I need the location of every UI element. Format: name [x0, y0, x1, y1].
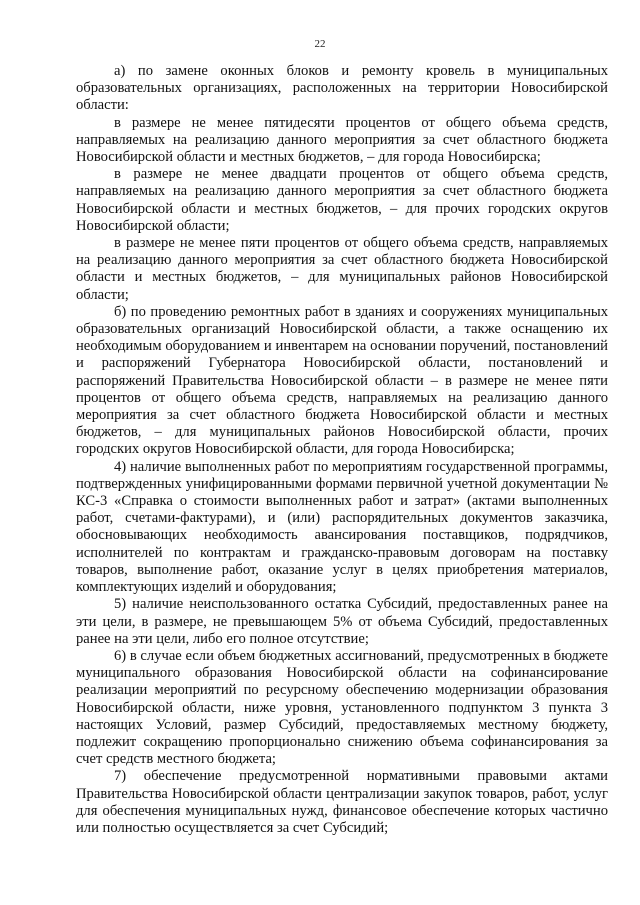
paragraph-a-window-roof-repair: а) по замене оконных блоков и ремонту кровель в муниципальных образовательных организациях, расположенных на территории Новосибирской области:	[76, 63, 608, 114]
paragraph-7-centralized-procurement: 7) обеспечение предусмотренной нормативными правовыми актами Правительства Новосибирской области централизации закупок товаров, работ, услуг для обеспечения муниципальных нужд, финансовое обеспечение которых частично или полностью осуществляется за счет Субсидий;	[76, 768, 608, 836]
paragraph-other-urban-districts-share: в размере не менее двадцати процентов от общего объема средств, направляемых на реализацию данного мероприятия за счет областного бюджета Новосибирской области и местных бюджетов, – для прочих городских округов Новосибирской области;	[76, 166, 608, 234]
paragraph-novosibirsk-city-share: в размере не менее пятидесяти процентов от общего объема средств, направляемых на реализацию данного мероприятия за счет областного бюджета Новосибирской области и местных бюджетов, – для города Новосибирска;	[76, 114, 608, 166]
document-body	[76, 63, 608, 837]
page-number: 22	[314, 38, 326, 50]
paragraph-b-repair-works: б) по проведению ремонтных работ в зданиях и сооружениях муниципальных образовательных организаций Новосибирской области, а также оснащению их необходимым оборудованием и инвентарем на основании поручений, постановлений и распоряжений Губернатора Новосибирской области, постановлений и распоряжений Правительства Новосибирской области – в размере не менее пяти процентов от общего объема средств, направляемых на реализацию данного мероприятия за счет областного бюджета Новосибирской области и местных бюджетов, – для муниципальных районов Новосибирской области, прочих городских округов Новосибирской области, для города Новосибирска;	[76, 303, 608, 458]
paragraph-5-unused-balance: 5) наличие неиспользованного остатка Субсидий, предоставленных ранее на эти цели, в размере, не превышающем 5% от объема Субсидий, предоставленных ранее на эти цели, либо его полное отсутствие;	[76, 596, 608, 647]
paragraph-municipal-districts-share: в размере не менее пяти процентов от общего объема средств, направляемых на реализацию данного мероприятия за счет областного бюджета Новосибирской области и местных бюджетов, – для муниципальных районов Новосибирской области;	[76, 235, 608, 303]
paragraph-6-budget-reduction: 6) в случае если объем бюджетных ассигнований, предусмотренных в бюджете муниципального образования Новосибирской области на софинансирование реализации мероприятий по ресурсному обеспечению модернизации образования Новосибирской области, ниже уровня, установленного подпунктом 3 пункта 3 настоящих Условий, размер Субсидий, предоставляемых местному бюджету, подлежит сокращению пропорционально снижению объема софинансирования за счет средств местного бюджета;	[76, 647, 608, 768]
paragraph-4-completed-works: 4) наличие выполненных работ по мероприятиям государственной программы, подтвержденных унифицированными формами первичной учетной документации № КС-3 «Справка о стоимости выполненных работ и затрат» (актами выполненных работ, счетами-фактурами), и (или) распорядительных документов заказчика, обосновывающих необходимость авансирования поставщиков, подрядчиков, исполнителей по контрактам и гражданско-правовым договорам на поставку товаров, выполнение работ, оказание услуг в целях приобретения материалов, комплектующих изделий и оборудования;	[76, 458, 608, 596]
